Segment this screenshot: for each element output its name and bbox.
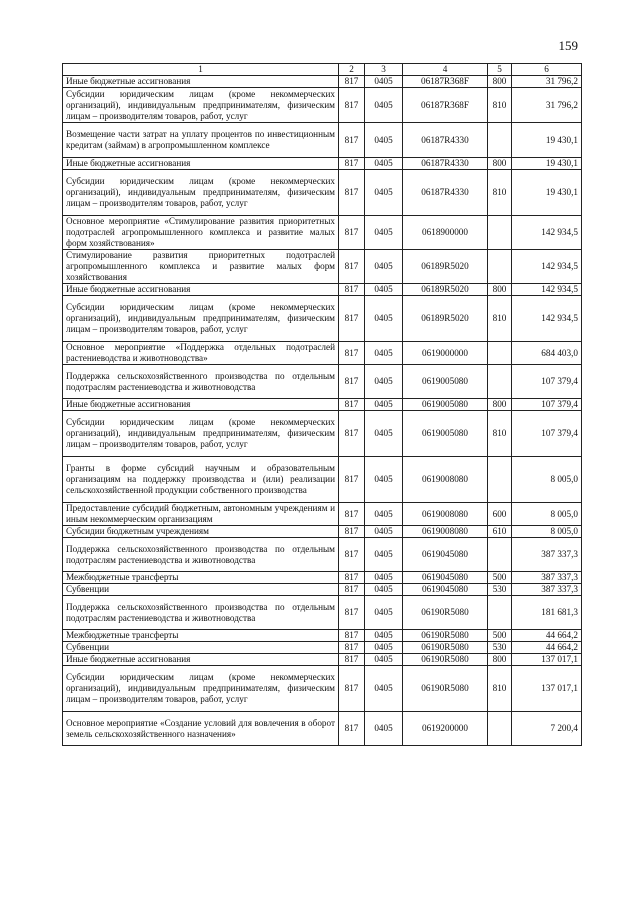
row-expense-type — [488, 123, 512, 158]
row-expense-type — [488, 250, 512, 284]
row-target-article: 0619045080 — [403, 538, 488, 572]
table-row — [63, 538, 582, 572]
row-section: 0405 — [365, 88, 403, 123]
row-target-article: 06189R5020 — [403, 250, 488, 284]
row-section: 0405 — [365, 342, 403, 365]
row-name: Иные бюджетные ассигнования — [63, 654, 339, 666]
row-ministry: 817 — [339, 250, 365, 284]
row-expense-type: 800 — [488, 158, 512, 170]
row-ministry: 817 — [339, 76, 365, 88]
row-target-article: 06190R5080 — [403, 642, 488, 654]
row-name: Иные бюджетные ассигнования — [63, 399, 339, 411]
col-header-target-article: 4 — [403, 64, 488, 76]
table-row — [63, 342, 582, 365]
row-ministry: 817 — [339, 399, 365, 411]
row-name: Иные бюджетные ассигнования — [63, 284, 339, 296]
row-target-article: 06190R5080 — [403, 654, 488, 666]
row-ministry: 817 — [339, 630, 365, 642]
table-row — [63, 284, 582, 296]
row-target-article: 0619000000 — [403, 342, 488, 365]
row-expense-type: 800 — [488, 76, 512, 88]
row-amount: 142 934,5 — [512, 250, 582, 284]
row-ministry: 817 — [339, 88, 365, 123]
row-expense-type: 810 — [488, 666, 512, 712]
table-row — [63, 123, 582, 158]
row-section: 0405 — [365, 596, 403, 630]
row-name: Поддержка сельскохозяйственного производства по отдельным подотраслям растениеводства и животноводства — [63, 596, 339, 630]
row-expense-type: 800 — [488, 284, 512, 296]
row-name: Субсидии юридическим лицам (кроме некоммерческих организаций), индивидуальным предпринимателям, физическим лицам – производителям товаров, работ, услуг — [63, 666, 339, 712]
table-body — [63, 76, 582, 746]
row-section: 0405 — [365, 399, 403, 411]
row-target-article: 0619045080 — [403, 584, 488, 596]
row-section: 0405 — [365, 170, 403, 216]
table-row — [63, 170, 582, 216]
row-name: Гранты в форме субсидий научным и образовательным организациям на поддержку производства и (или) реализации сельскохозяйственной продукции собственного производства — [63, 457, 339, 503]
table-row — [63, 250, 582, 284]
row-amount: 142 934,5 — [512, 284, 582, 296]
table-row — [63, 572, 582, 584]
budget-table — [62, 63, 582, 746]
table-row — [63, 666, 582, 712]
row-section: 0405 — [365, 158, 403, 170]
row-ministry: 817 — [339, 503, 365, 526]
table-row — [63, 712, 582, 746]
row-section: 0405 — [365, 642, 403, 654]
table-row — [63, 399, 582, 411]
row-target-article: 0619005080 — [403, 411, 488, 457]
row-ministry: 817 — [339, 666, 365, 712]
row-amount: 181 681,3 — [512, 596, 582, 630]
row-name: Иные бюджетные ассигнования — [63, 76, 339, 88]
table-row — [63, 654, 582, 666]
row-amount: 387 337,3 — [512, 538, 582, 572]
table-row — [63, 503, 582, 526]
row-name: Поддержка сельскохозяйственного производства по отдельным подотраслям растениеводства и животноводства — [63, 365, 339, 399]
row-target-article: 06190R5080 — [403, 596, 488, 630]
row-target-article: 0619045080 — [403, 572, 488, 584]
table-row — [63, 216, 582, 250]
table-row — [63, 584, 582, 596]
row-amount: 142 934,5 — [512, 296, 582, 342]
header-row — [63, 64, 582, 76]
row-section: 0405 — [365, 457, 403, 503]
row-section: 0405 — [365, 654, 403, 666]
row-ministry: 817 — [339, 457, 365, 503]
row-section: 0405 — [365, 284, 403, 296]
row-name: Субвенции — [63, 584, 339, 596]
row-ministry: 817 — [339, 642, 365, 654]
row-amount: 107 379,4 — [512, 365, 582, 399]
table-row — [63, 365, 582, 399]
row-amount: 387 337,3 — [512, 572, 582, 584]
row-expense-type: 610 — [488, 526, 512, 538]
row-name: Субсидии бюджетным учреждениям — [63, 526, 339, 538]
row-target-article: 0619008080 — [403, 526, 488, 538]
row-expense-type: 810 — [488, 411, 512, 457]
row-ministry: 817 — [339, 170, 365, 216]
row-expense-type: 500 — [488, 630, 512, 642]
row-expense-type — [488, 216, 512, 250]
row-amount: 137 017,1 — [512, 654, 582, 666]
row-target-article: 0619008080 — [403, 457, 488, 503]
row-expense-type — [488, 596, 512, 630]
row-ministry: 817 — [339, 365, 365, 399]
row-name: Субсидии юридическим лицам (кроме некоммерческих организаций), индивидуальным предпринимателям, физическим лицам – производителям товаров, работ, услуг — [63, 296, 339, 342]
row-target-article: 0619005080 — [403, 399, 488, 411]
row-amount: 19 430,1 — [512, 158, 582, 170]
row-amount: 107 379,4 — [512, 399, 582, 411]
row-expense-type — [488, 342, 512, 365]
table-row — [63, 526, 582, 538]
row-section: 0405 — [365, 666, 403, 712]
row-name: Межбюджетные трансферты — [63, 572, 339, 584]
row-ministry: 817 — [339, 538, 365, 572]
row-expense-type — [488, 365, 512, 399]
row-amount: 107 379,4 — [512, 411, 582, 457]
col-header-expense-type: 5 — [488, 64, 512, 76]
row-target-article: 06189R5020 — [403, 284, 488, 296]
row-name: Поддержка сельскохозяйственного производства по отдельным подотраслям растениеводства и животноводства — [63, 538, 339, 572]
row-expense-type — [488, 538, 512, 572]
row-ministry: 817 — [339, 158, 365, 170]
row-name: Основное мероприятие «Стимулирование развития приоритетных подотраслей агропромышленного комплекса и развитие малых форм хозяйствования» — [63, 216, 339, 250]
row-ministry: 817 — [339, 123, 365, 158]
row-amount: 31 796,2 — [512, 76, 582, 88]
row-section: 0405 — [365, 216, 403, 250]
row-amount: 8 005,0 — [512, 526, 582, 538]
row-expense-type: 530 — [488, 584, 512, 596]
row-ministry: 817 — [339, 712, 365, 746]
row-target-article: 0619008080 — [403, 503, 488, 526]
row-ministry: 817 — [339, 342, 365, 365]
row-ministry: 817 — [339, 526, 365, 538]
table-row — [63, 642, 582, 654]
row-target-article: 06187R368F — [403, 76, 488, 88]
table-row — [63, 457, 582, 503]
row-section: 0405 — [365, 296, 403, 342]
row-target-article: 0619200000 — [403, 712, 488, 746]
row-expense-type: 800 — [488, 399, 512, 411]
row-section: 0405 — [365, 365, 403, 399]
row-ministry: 817 — [339, 584, 365, 596]
row-section: 0405 — [365, 503, 403, 526]
row-name: Предоставление субсидий бюджетным, автономным учреждениям и иным некоммерческим организациям — [63, 503, 339, 526]
row-expense-type: 600 — [488, 503, 512, 526]
row-target-article: 06187R4330 — [403, 170, 488, 216]
row-expense-type: 810 — [488, 296, 512, 342]
row-expense-type — [488, 712, 512, 746]
row-target-article: 0618900000 — [403, 216, 488, 250]
row-amount: 31 796,2 — [512, 88, 582, 123]
row-name: Субвенции — [63, 642, 339, 654]
row-target-article: 06190R5080 — [403, 666, 488, 712]
table-row — [63, 296, 582, 342]
row-section: 0405 — [365, 76, 403, 88]
row-ministry: 817 — [339, 411, 365, 457]
col-header-name: 1 — [63, 64, 339, 76]
row-name: Субсидии юридическим лицам (кроме некоммерческих организаций), индивидуальным предпринимателям, физическим лицам – производителям товаров, работ, услуг — [63, 170, 339, 216]
row-name: Основное мероприятие «Создание условий для вовлечения в оборот земель сельскохозяйственного назначения» — [63, 712, 339, 746]
row-amount: 8 005,0 — [512, 457, 582, 503]
row-amount: 44 664,2 — [512, 642, 582, 654]
col-header-section: 3 — [365, 64, 403, 76]
row-name: Иные бюджетные ассигнования — [63, 158, 339, 170]
row-section: 0405 — [365, 250, 403, 284]
row-section: 0405 — [365, 712, 403, 746]
row-section: 0405 — [365, 411, 403, 457]
row-target-article: 06190R5080 — [403, 630, 488, 642]
row-target-article: 0619005080 — [403, 365, 488, 399]
table-row — [63, 596, 582, 630]
row-section: 0405 — [365, 584, 403, 596]
row-amount: 19 430,1 — [512, 123, 582, 158]
row-name: Возмещение части затрат на уплату процентов по инвестиционным кредитам (займам) в агропромышленном комплексе — [63, 123, 339, 158]
row-ministry: 817 — [339, 216, 365, 250]
table-row — [63, 630, 582, 642]
row-name: Субсидии юридическим лицам (кроме некоммерческих организаций), индивидуальным предпринимателям, физическим лицам – производителям товаров, работ, услуг — [63, 411, 339, 457]
row-section: 0405 — [365, 572, 403, 584]
row-amount: 387 337,3 — [512, 584, 582, 596]
row-expense-type: 500 — [488, 572, 512, 584]
row-ministry: 817 — [339, 296, 365, 342]
row-name: Стимулирование развития приоритетных подотраслей агропромышленного комплекса и развитие малых форм хозяйствования — [63, 250, 339, 284]
row-section: 0405 — [365, 526, 403, 538]
row-amount: 7 200,4 — [512, 712, 582, 746]
col-header-ministry: 2 — [339, 64, 365, 76]
row-ministry: 817 — [339, 596, 365, 630]
row-expense-type: 810 — [488, 170, 512, 216]
row-expense-type: 800 — [488, 654, 512, 666]
table-row — [63, 411, 582, 457]
table-row — [63, 88, 582, 123]
row-target-article: 06189R5020 — [403, 296, 488, 342]
row-ministry: 817 — [339, 572, 365, 584]
row-expense-type — [488, 457, 512, 503]
row-target-article: 06187R4330 — [403, 158, 488, 170]
row-amount: 44 664,2 — [512, 630, 582, 642]
row-name: Основное мероприятие «Поддержка отдельных подотраслей растениеводства и животноводства» — [63, 342, 339, 365]
row-target-article: 06187R4330 — [403, 123, 488, 158]
table-row — [63, 76, 582, 88]
col-header-amount: 6 — [512, 64, 582, 76]
row-ministry: 817 — [339, 284, 365, 296]
row-name: Субсидии юридическим лицам (кроме некоммерческих организаций), индивидуальным предпринимателям, физическим лицам – производителям товаров, работ, услуг — [63, 88, 339, 123]
row-expense-type: 530 — [488, 642, 512, 654]
row-section: 0405 — [365, 630, 403, 642]
row-amount: 137 017,1 — [512, 666, 582, 712]
row-section: 0405 — [365, 123, 403, 158]
row-target-article: 06187R368F — [403, 88, 488, 123]
table-row — [63, 158, 582, 170]
row-amount: 142 934,5 — [512, 216, 582, 250]
page-number: 159 — [558, 38, 578, 53]
row-amount: 684 403,0 — [512, 342, 582, 365]
row-expense-type: 810 — [488, 88, 512, 123]
row-amount: 19 430,1 — [512, 170, 582, 216]
row-amount: 8 005,0 — [512, 503, 582, 526]
row-name: Межбюджетные трансферты — [63, 630, 339, 642]
row-ministry: 817 — [339, 654, 365, 666]
row-section: 0405 — [365, 538, 403, 572]
